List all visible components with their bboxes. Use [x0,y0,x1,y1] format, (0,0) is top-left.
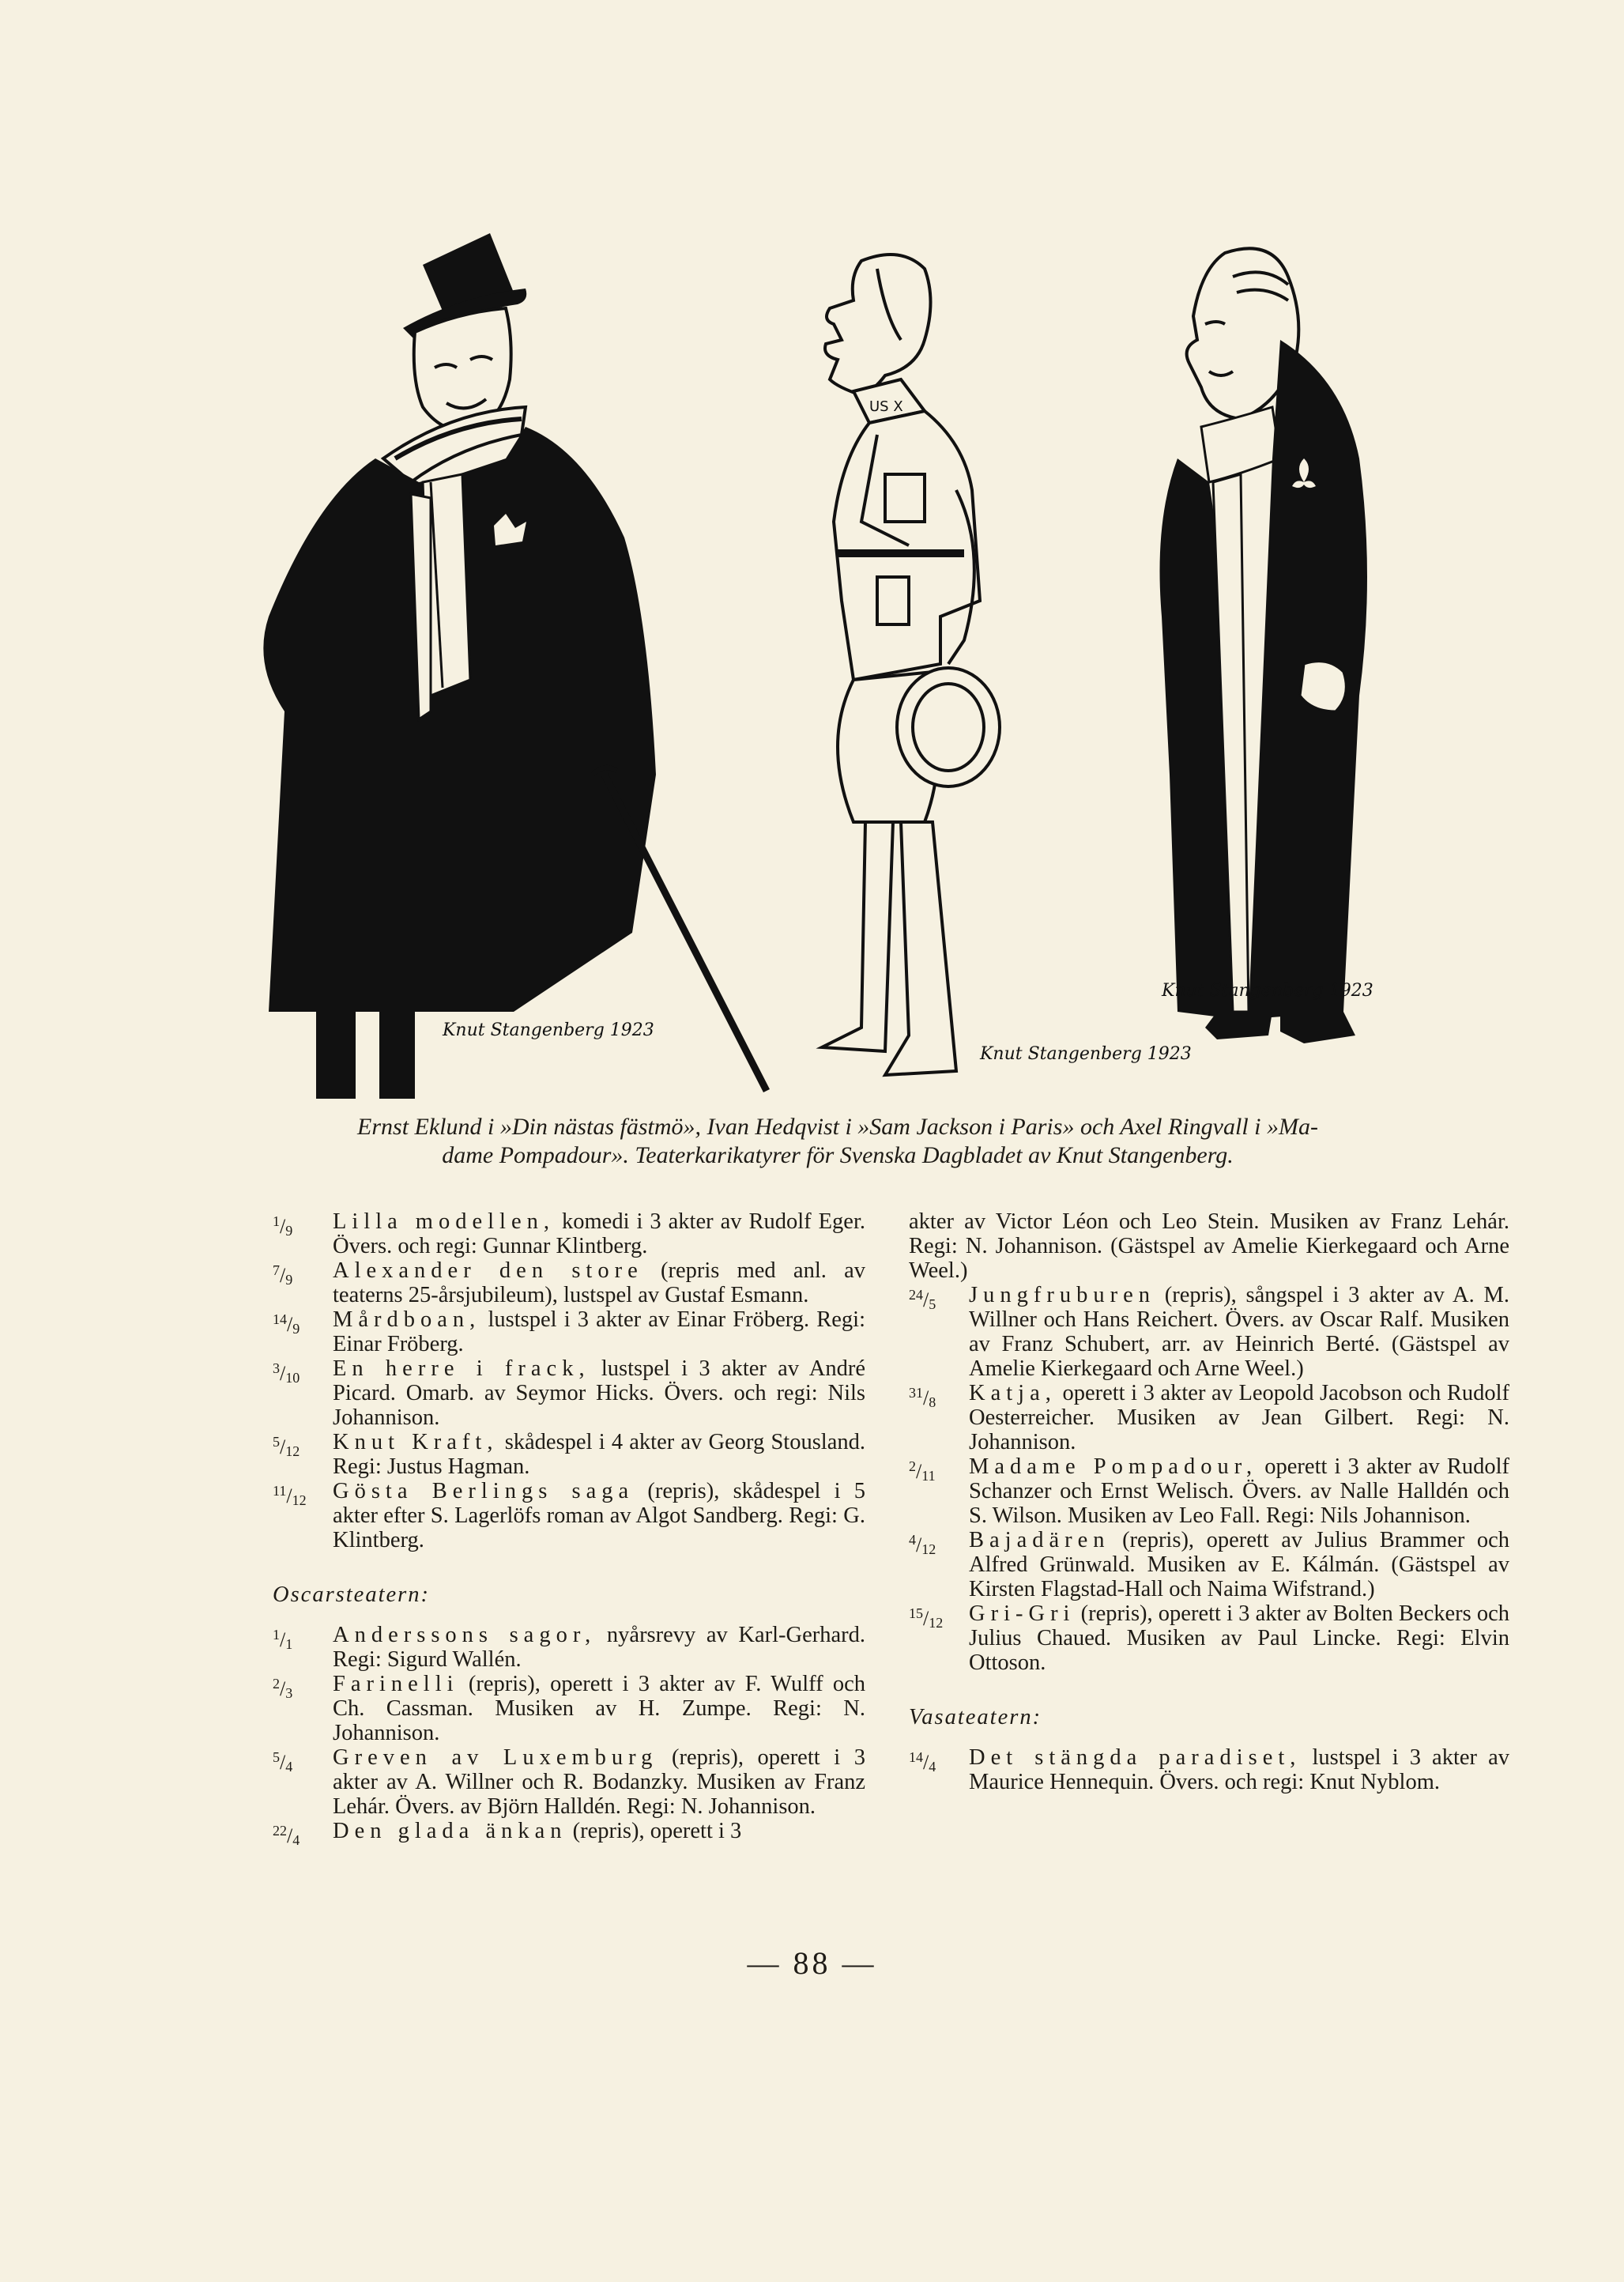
entry-date: $^{31}/_8$ [909,1385,936,1410]
entry-date: $^{14}/_4$ [909,1749,936,1775]
signature-right: Knut Stangenberg 1923 [1162,981,1373,1001]
repertoire-entry [909,1745,1509,1794]
entry-title: Bajadären [969,1528,1110,1552]
entry-description: (repris med anl. av teaterns 25-årsjubileum), lustspel av Gustaf Esmann. [333,1258,866,1307]
figure-axel-ringvall [1160,248,1373,1043]
entry-continuation: akter av Victor Léon och Leo Stein. Musiken av Franz Lehár. Regi: N. Johannison. (Gästspel av Amelie Kierkegaard och Arne Weel.) [909,1209,1509,1283]
repertoire-entry [273,1258,865,1307]
repertoire-entry [273,1819,865,1848]
entry-title: Knut Kraft, [333,1430,499,1454]
entry-title: Gösta Berlings saga [333,1479,635,1503]
repertoire-entry [273,1307,865,1356]
repertoire-entry [909,1601,1509,1675]
entry-date: $^3/_{10}$ [273,1360,300,1386]
section-heading-vasateatern: Vasateatern: [909,1705,1042,1729]
figure-ivan-hedqvist [822,255,1192,1075]
entry-date: $^5/_4$ [273,1749,293,1775]
caption-line-1: Ernst Eklund i »Din nästas fästmö», Ivan Hedqvist i »Sam Jackson i Paris» och Axel Ringvall i »Ma- [357,1114,1318,1140]
entry-title: Farinelli [333,1672,459,1696]
caricature-illustration [253,221,1422,1107]
collar-badge: US X [869,398,903,415]
entry-title: Anderssons sagor, [333,1623,597,1647]
entry-title: Den glada änkan [333,1819,567,1843]
entry-title: En herre i frack, [333,1356,590,1381]
repertoire-entry [909,1454,1509,1528]
entry-date: $^4/_{12}$ [909,1532,936,1557]
entry-description: (repris), sångspel i 3 akter av A. M. Willner och Hans Reichert. Övers. av Oscar Ralf. Musiken av Franz Schubert, arr. av Heinrich Berté. (Gästspel av Amelie Kierkegaard och Arne Weel.) [969,1283,1509,1381]
entry-description: komedi i 3 akter av Rudolf Eger. Övers. och regi: Gunnar Klintberg. [333,1209,865,1258]
entry-description: operett i 3 akter av Leopold Jacobson och Rudolf Oesterreicher. Musiken av Jean Gilbert. Regi: N. Johannison. [969,1381,1510,1454]
signature-middle: Knut Stangenberg 1923 [980,1044,1192,1064]
entry-description: skådespel i 4 akter av Georg Stousland. Regi: Justus Hagman. [333,1430,866,1479]
entry-date: $^5/_{12}$ [273,1434,300,1459]
figure-ernst-eklund [263,233,767,1099]
entry-title: Det stängda paradiset, [969,1745,1302,1770]
entry-description: lustspel i 3 akter av André Picard. Omarb. av Seymor Hicks. Övers. och regi: Nils Johannison. [333,1356,866,1430]
entry-description: (repris), operett i 3 [572,1819,742,1843]
illustration-caption [261,1113,1415,1170]
entry-title: Alexander den store [333,1258,643,1283]
entry-date: $^1/_1$ [273,1627,293,1652]
repertoire-entry [909,1283,1509,1381]
entry-title: Greven av Luxemburg [333,1745,658,1770]
entry-title: Gri-Gri [969,1601,1076,1626]
entry-date: $^{14}/_9$ [273,1311,300,1337]
left-column [273,1209,866,1848]
entry-date: $^{22}/_4$ [273,1823,300,1848]
page-number: — 88 — [747,1945,877,1981]
section-heading-oscarsteatern: Oscarsteatern: [273,1582,430,1607]
entry-date: $^7/_9$ [273,1262,293,1288]
entry-date: $^1/_9$ [273,1213,293,1239]
repertoire-entry [273,1479,865,1552]
signature-left: Knut Stangenberg 1923 [443,1020,654,1040]
entry-title: Mårdboan, [333,1307,481,1332]
repertoire-entry [909,1528,1509,1601]
repertoire-entry [273,1209,865,1258]
caption-line-2: dame Pompadour». Teaterkarikatyrer för Svenska Dagbladet av Knut Stangenberg. [442,1142,1234,1168]
entry-description: (repris), operett av Julius Brammer och Alfred Grünwald. Musiken av E. Kálmán. (Gästspel av Kirsten Flagstad-Hall och Naima Wifstrand.) [969,1528,1509,1601]
repertoire-entry [909,1381,1509,1454]
entry-date: $^2/_3$ [273,1676,293,1701]
repertoire-entry [273,1356,865,1430]
entry-description: (repris), operett i 3 akter av A. Willner och R. Bodanzky. Musiken av Franz Lehár. Övers. av Björn Halldén. Regi: N. Johannison. [333,1745,865,1819]
entry-description: operett i 3 akter av Rudolf Schanzer och Ernst Welisch. Övers. av Nalle Halldén och S. Wilson. Musiken av Leo Fall. Regi: Nils Johannison. [969,1454,1510,1528]
entry-description: (repris), skådespel i 5 akter efter S. Lagerlöfs roman av Algot Sandberg. Regi: G. Klintberg. [333,1479,865,1552]
repertoire-entry [273,1430,865,1479]
right-column [909,1209,1509,1794]
entry-date: $^{11}/_{12}$ [273,1483,307,1508]
entry-date: $^{24}/_5$ [909,1287,936,1312]
entry-title: Jungfruburen [969,1283,1155,1307]
entry-date: $^2/_{11}$ [909,1458,936,1484]
entry-title: Katja, [969,1381,1057,1405]
entry-title: Lilla modellen, [333,1209,555,1234]
repertoire-entry [273,1745,865,1819]
entry-date: $^{15}/_{12}$ [909,1605,944,1631]
entry-description: (repris), operett i 3 akter av F. Wulff och Ch. Cassman. Musiken av H. Zumpe. Regi: N. Johannison. [333,1672,866,1745]
entry-description: lustspel i 3 akter av Einar Fröberg. Regi: Einar Fröberg. [333,1307,866,1356]
repertoire-entry [273,1672,865,1745]
entry-title: Madame Pompadour, [969,1454,1258,1479]
entry-description: (repris), operett i 3 akter av Bolten Beckers och Julius Chaued. Musiken av Paul Lincke. Regi: Elvin Ottoson. [969,1601,1510,1675]
repertoire-entry [273,1623,865,1672]
entry-description: lustspel i 3 akter av Maurice Hennequin. Övers. och regi: Knut Nyblom. [969,1745,1510,1794]
entry-description: nyårsrevy av Karl-Gerhard. Regi: Sigurd Wallén. [333,1623,866,1672]
